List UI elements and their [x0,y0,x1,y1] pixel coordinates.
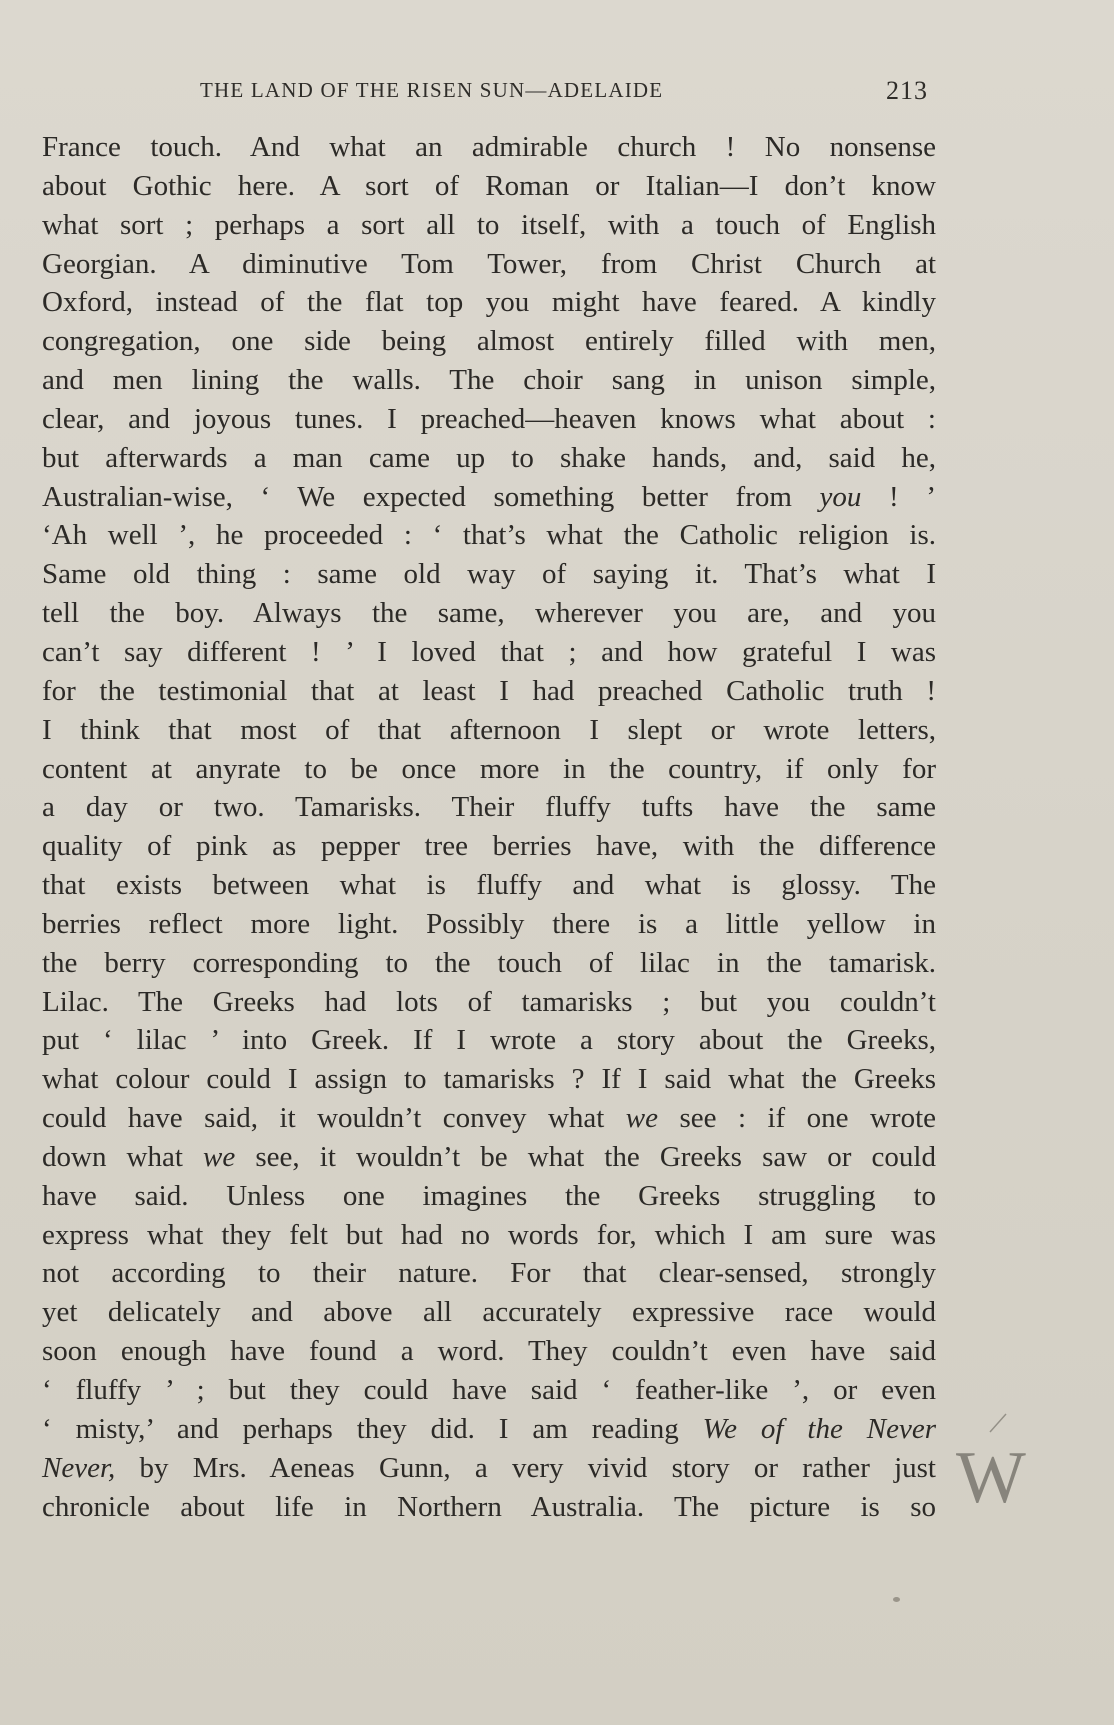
text-line: berries reflect more light. Possibly there is a little yellow in [42,907,936,940]
text-line: chronicle about life in Northern Australia. The picture is so [42,1490,936,1523]
text-line: and men lining the walls. The choir sang in unison simple, [42,364,936,397]
text-line: a day or two. Tamarisks. Their fluffy tufts have the same [42,791,936,824]
page-number: 213 [886,76,928,105]
text-line: Lilac. The Greeks had lots of tamarisks ; but you couldn’t [42,985,936,1018]
margin-mark-letter: W [956,1437,1026,1519]
text-line: the berry corresponding to the touch of lilac in the tamarisk. [42,946,936,979]
text-line: congregation, one side being almost entirely filled with men, [42,325,936,358]
text-line: quality of pink as pepper tree berries have, with the difference [42,830,936,863]
text-line: ‘Ah well ’, he proceeded : ‘ that’s what the Catholic religion is. [42,519,936,552]
text-line: what sort ; perhaps a sort all to itself, with a touch of English [42,208,936,241]
text-line: Oxford, instead of the flat top you might have feared. A kindly [42,286,936,319]
text-line: down what we see, it wouldn’t be what the Greeks saw or could [42,1140,936,1173]
text-line: can’t say different ! ’ I loved that ; and how grateful I was [42,635,936,668]
body-text [42,128,936,1526]
text-line: Never, by Mrs. Aeneas Gunn, a very vivid story or rather just [42,1451,936,1484]
text-line: I think that most of that afternoon I slept or wrote letters, [42,713,936,746]
text-line: soon enough have found a word. They couldn’t even have said [42,1335,936,1368]
text-line: tell the boy. Always the same, wherever you are, and you [42,597,936,630]
text-line: clear, and joyous tunes. I preached—heaven knows what about : [42,402,936,435]
text-line: not according to their nature. For that clear-sensed, strongly [42,1257,936,1290]
text-line: ‘ misty,’ and perhaps they did. I am reading We of the Never [42,1412,936,1445]
text-line: put ‘ lilac ’ into Greek. If I wrote a story about the Greeks, [42,1024,936,1057]
text-line: yet delicately and above all accurately expressive race would [42,1296,936,1329]
text-line: for the testimonial that at least I had preached Catholic truth ! [42,674,936,707]
text-line: could have said, it wouldn’t convey what we see : if one wrote [42,1102,936,1135]
paper-speck [893,1597,900,1602]
text-line: Georgian. A diminutive Tom Tower, from Christ Church at [42,247,936,280]
text-line: about Gothic here. A sort of Roman or Italian—I don’t know [42,169,936,202]
text-line: Same old thing : same old way of saying it. That’s what I [42,558,936,591]
running-head: THE LAND OF THE RISEN SUN—ADELAIDE [200,78,664,102]
text-line: what colour could I assign to tamarisks ? If I said what the Greeks [42,1063,936,1096]
text-line: that exists between what is fluffy and what is glossy. The [42,869,936,902]
text-line: ‘ fluffy ’ ; but they could have said ‘ feather-like ’, or even [42,1374,936,1406]
text-line: have said. Unless one imagines the Greeks struggling to [42,1179,936,1212]
text-line: content at anyrate to be once more in the country, if only for [42,752,936,785]
text-line: France touch. And what an admirable church ! No nonsense [42,131,936,163]
text-line: but afterwards a man came up to shake hands, and, said he, [42,441,936,474]
margin-handwritten-mark [948,1412,1026,1522]
text-line: Australian-wise, ‘ We expected something better from you ! ’ [42,480,936,513]
text-line: express what they felt but had no words for, which I am sure was [42,1218,936,1251]
